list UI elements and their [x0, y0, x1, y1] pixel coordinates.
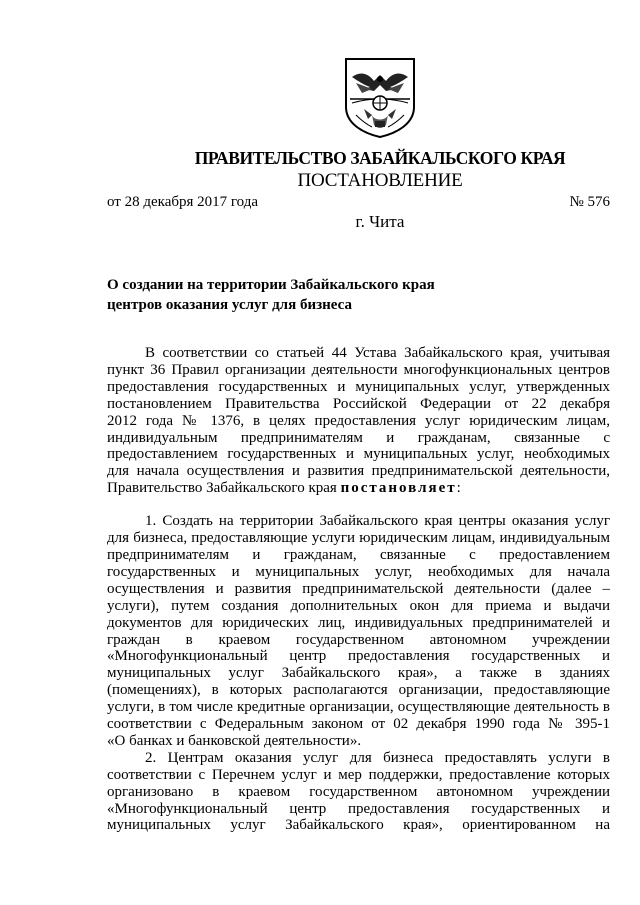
text-line: В соответствии со статьей 44 Устава Забайкальского края, учитывая	[145, 345, 610, 361]
government-title: ПРАВИТЕЛЬСТВО ЗАБАЙКАЛЬСКОГО КРАЯ	[194, 148, 566, 168]
text-line: предоставлением государственных и муниципальных услуг, необходимых	[107, 446, 610, 463]
preamble-paragraph	[107, 345, 610, 497]
text-line: постановлением Правительства Российской Федерации от 22 декабря	[107, 395, 610, 412]
text-line: «О банках и банковской деятельности».	[107, 732, 362, 749]
item-1-paragraph	[107, 513, 610, 750]
text-line: соответствии с Перечнем услуг и мер поддержки, предоставление которых	[107, 766, 610, 783]
text-line: осуществления и развития предпринимательской деятельности (далее –	[107, 580, 610, 597]
text-line: граждан в краевом государственном автономном учреждении	[107, 631, 610, 648]
heading-line: центров оказания услуг для бизнеса	[107, 297, 352, 313]
text-line: 2012 года № 1376, в целях предоставления услуг юридическим лицам,	[107, 412, 610, 429]
text-line: для начала осуществления и развития предпринимательской деятельности,	[107, 463, 610, 480]
document-type: ПОСТАНОВЛЕНИЕ	[297, 170, 463, 191]
text-fragment: :	[456, 480, 461, 497]
document-date: от 28 декабря 2017 года	[107, 194, 259, 210]
text-line: пункт 36 Правил организации деятельности многофункциональных центров	[107, 361, 610, 378]
text-line: организовано в краевом государственном автономном учреждении	[107, 783, 610, 800]
text-line: государственных и муниципальных услуг, необходимых для начала	[107, 563, 610, 580]
decree-keyword: постановляет	[340, 480, 457, 497]
document-body	[107, 345, 610, 834]
text-line: «Многофункциональный центр предоставления государственных и	[107, 800, 610, 817]
text-line: предоставления государственных и муниципальных услуг, утвержденных	[107, 378, 610, 395]
document-city: г. Чита	[355, 212, 405, 231]
text-line: документов для юридических лиц, индивидуальных предпринимателей и	[107, 614, 610, 631]
text-line	[107, 480, 610, 497]
text-line: 1. Создать на территории Забайкальского края центры оказания услуг	[145, 513, 610, 530]
document-number: № 576	[569, 194, 610, 210]
text-line: услуги), путем создания дополнительных окон для приема и выдачи	[107, 597, 610, 614]
text-line: услуги, в том числе кредитные организации, осуществляющие деятельность в	[107, 699, 610, 716]
text-line: муниципальных услуг Забайкальского края», а также в зданиях	[107, 665, 610, 682]
text-line: для бизнеса, предоставляющие услуги юридическим лицам, индивидуальным	[107, 530, 610, 547]
document-heading	[107, 275, 527, 315]
text-line: (помещениях), в которых располагаются организации, предоставляющие	[107, 682, 610, 699]
text-fragment: Правительство Забайкальского края	[107, 480, 337, 497]
text-line: соответствии с Федеральным законом от 02 декабря 1990 года № 395-1	[107, 716, 610, 733]
text-line: «Многофункциональный центр предоставления государственных и	[107, 648, 610, 665]
text-line: индивидуальным предпринимателям и гражданам, связанные с	[107, 429, 610, 446]
coat-of-arms-icon	[342, 55, 418, 139]
text-line: 2. Центрам оказания услуг для бизнеса предоставлять услуги в	[145, 749, 610, 766]
text-line: предпринимателям и гражданам, связанные с предоставлением	[107, 546, 610, 563]
heading-line: О создании на территории Забайкальского края	[107, 277, 435, 293]
text-line: муниципальных услуг Забайкальского края», ориентированном на	[107, 817, 610, 834]
item-2-paragraph	[107, 750, 610, 835]
